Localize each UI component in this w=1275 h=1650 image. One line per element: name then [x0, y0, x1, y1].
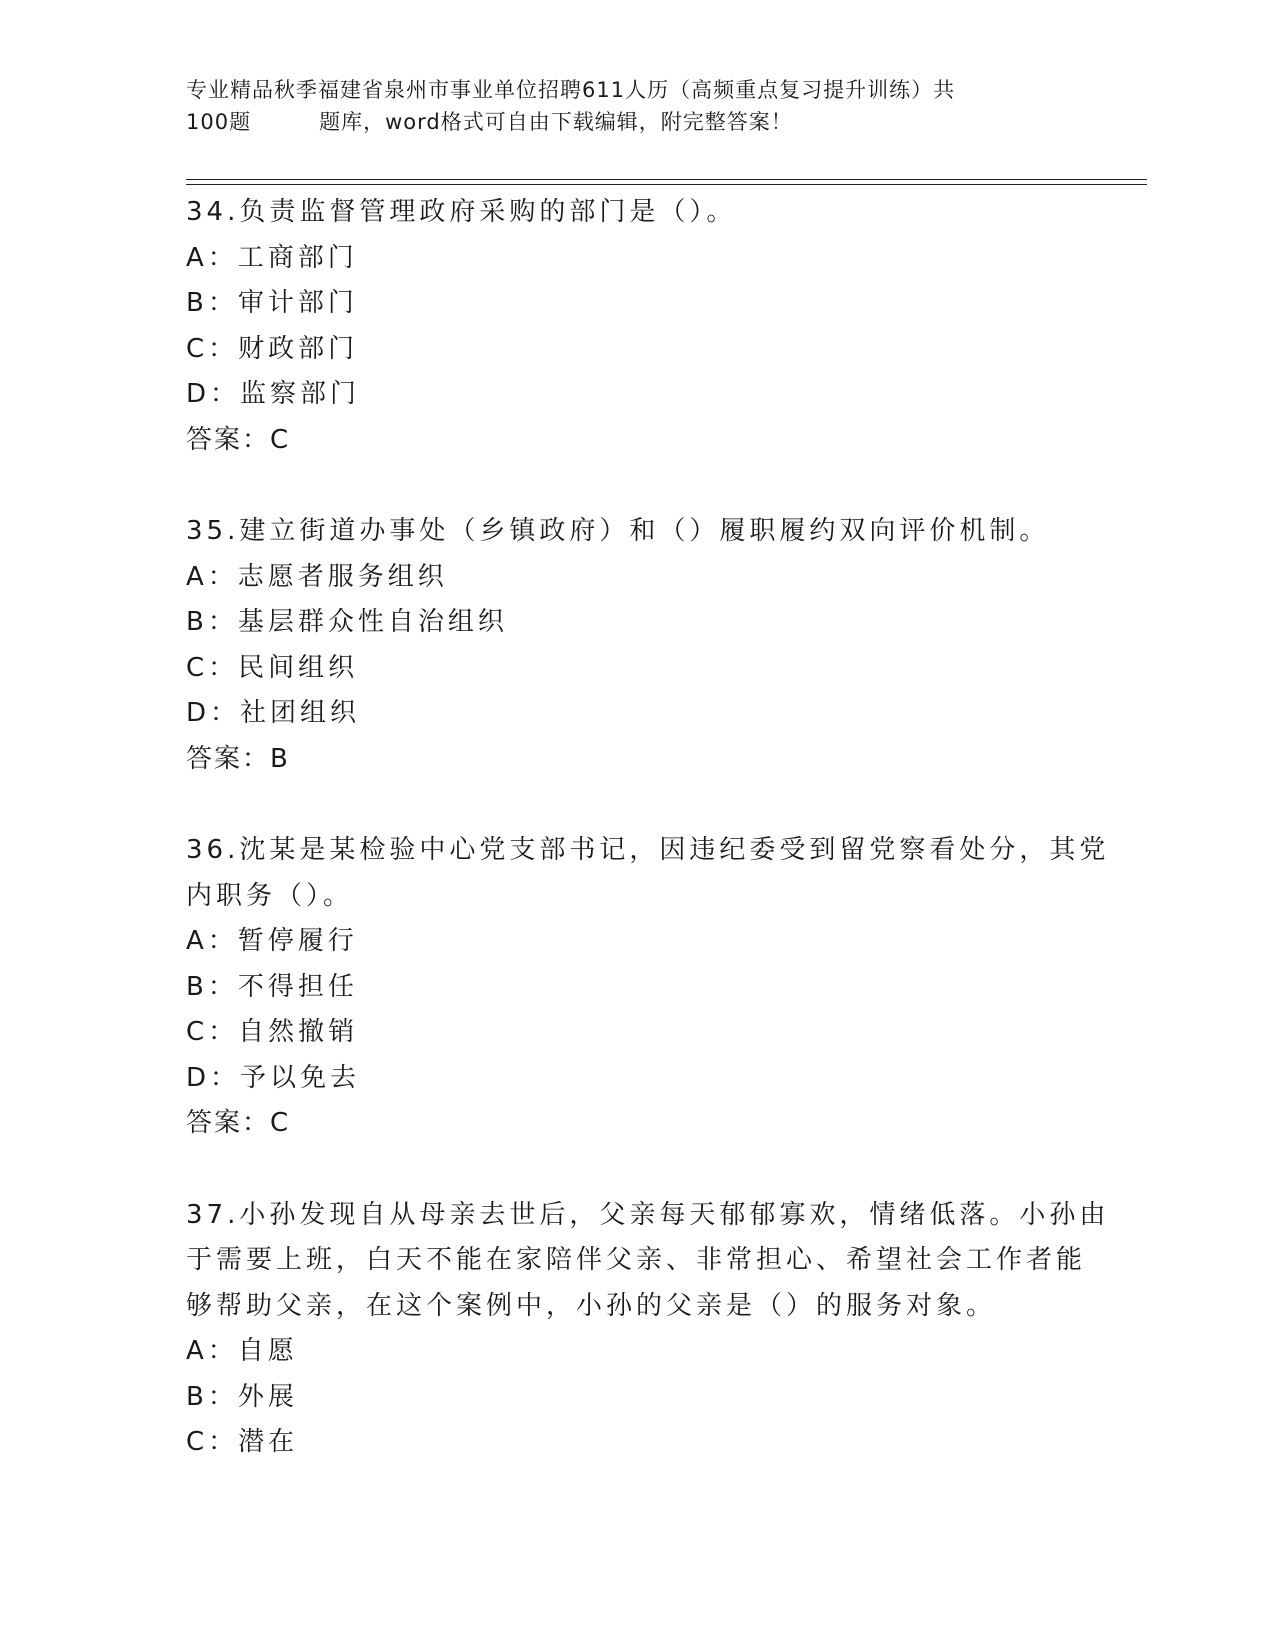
option-c: C：自然撤销 — [186, 1017, 359, 1047]
answer-label: 答案：C — [186, 1108, 291, 1138]
option-a: A：工商部门 — [186, 242, 358, 273]
option-b: B：基层群众性自治组织 — [186, 607, 508, 637]
header-title-line-1: 专业精品秋季福建省泉州市事业单位招聘611人历（高频重点复习提升训练）共 — [186, 78, 956, 102]
header-divider-top — [186, 179, 1147, 180]
option-b: B：外展 — [186, 1381, 298, 1412]
question-stem-line-2: 内职务（）。 — [186, 880, 354, 911]
option-c: C：民间组织 — [186, 652, 359, 683]
answer-label: 答案：C — [186, 424, 291, 455]
option-d: D：社团组织 — [186, 698, 361, 728]
question-36 — [186, 828, 1110, 1147]
question-stem-line-2: 于需要上班，白天不能在家陪伴父亲、非常担心、希望社会工作者能 — [186, 1245, 1087, 1275]
option-a: A：暂停履行 — [186, 926, 358, 956]
option-a: A：自愿 — [186, 1336, 298, 1366]
question-stem: 34.负责监督管理政府采购的部门是（）。 — [186, 197, 737, 227]
question-list — [186, 190, 1110, 1466]
question-stem: 35.建立街道办事处（乡镇政府）和（）履职履约双向评价机制。 — [186, 516, 1050, 546]
option-d: D：予以免去 — [186, 1062, 361, 1093]
header-question-count: 100题 — [186, 110, 252, 134]
option-b: B：审计部门 — [186, 288, 358, 318]
question-stem-line-1: 36.沈某是某检验中心党支部书记，因违纪委受到留党察看处分，其党 — [186, 835, 1110, 865]
option-c: C：财政部门 — [186, 333, 359, 364]
question-34 — [186, 190, 1086, 463]
question-stem-line-1: 37.小孙发现自从母亲去世后，父亲每天郁郁寡欢，情绪低落。小孙由 — [186, 1199, 1110, 1230]
option-b: B：不得担任 — [186, 971, 358, 1002]
header-description: 题库，word格式可自由下载编辑，附完整答案！ — [319, 110, 793, 134]
option-a: A：志愿者服务组织 — [186, 561, 448, 592]
answer-label: 答案：B — [186, 743, 290, 774]
option-d: D：监察部门 — [186, 379, 361, 409]
question-37 — [186, 1193, 1110, 1466]
document-header — [186, 74, 1086, 138]
question-35 — [186, 509, 1086, 782]
header-title-line-2 — [186, 106, 1086, 138]
question-stem-line-3: 够帮助父亲，在这个案例中，小孙的父亲是（）的服务对象。 — [186, 1290, 997, 1321]
header-divider-bottom — [186, 184, 1147, 185]
option-c: C：潜在 — [186, 1427, 299, 1457]
